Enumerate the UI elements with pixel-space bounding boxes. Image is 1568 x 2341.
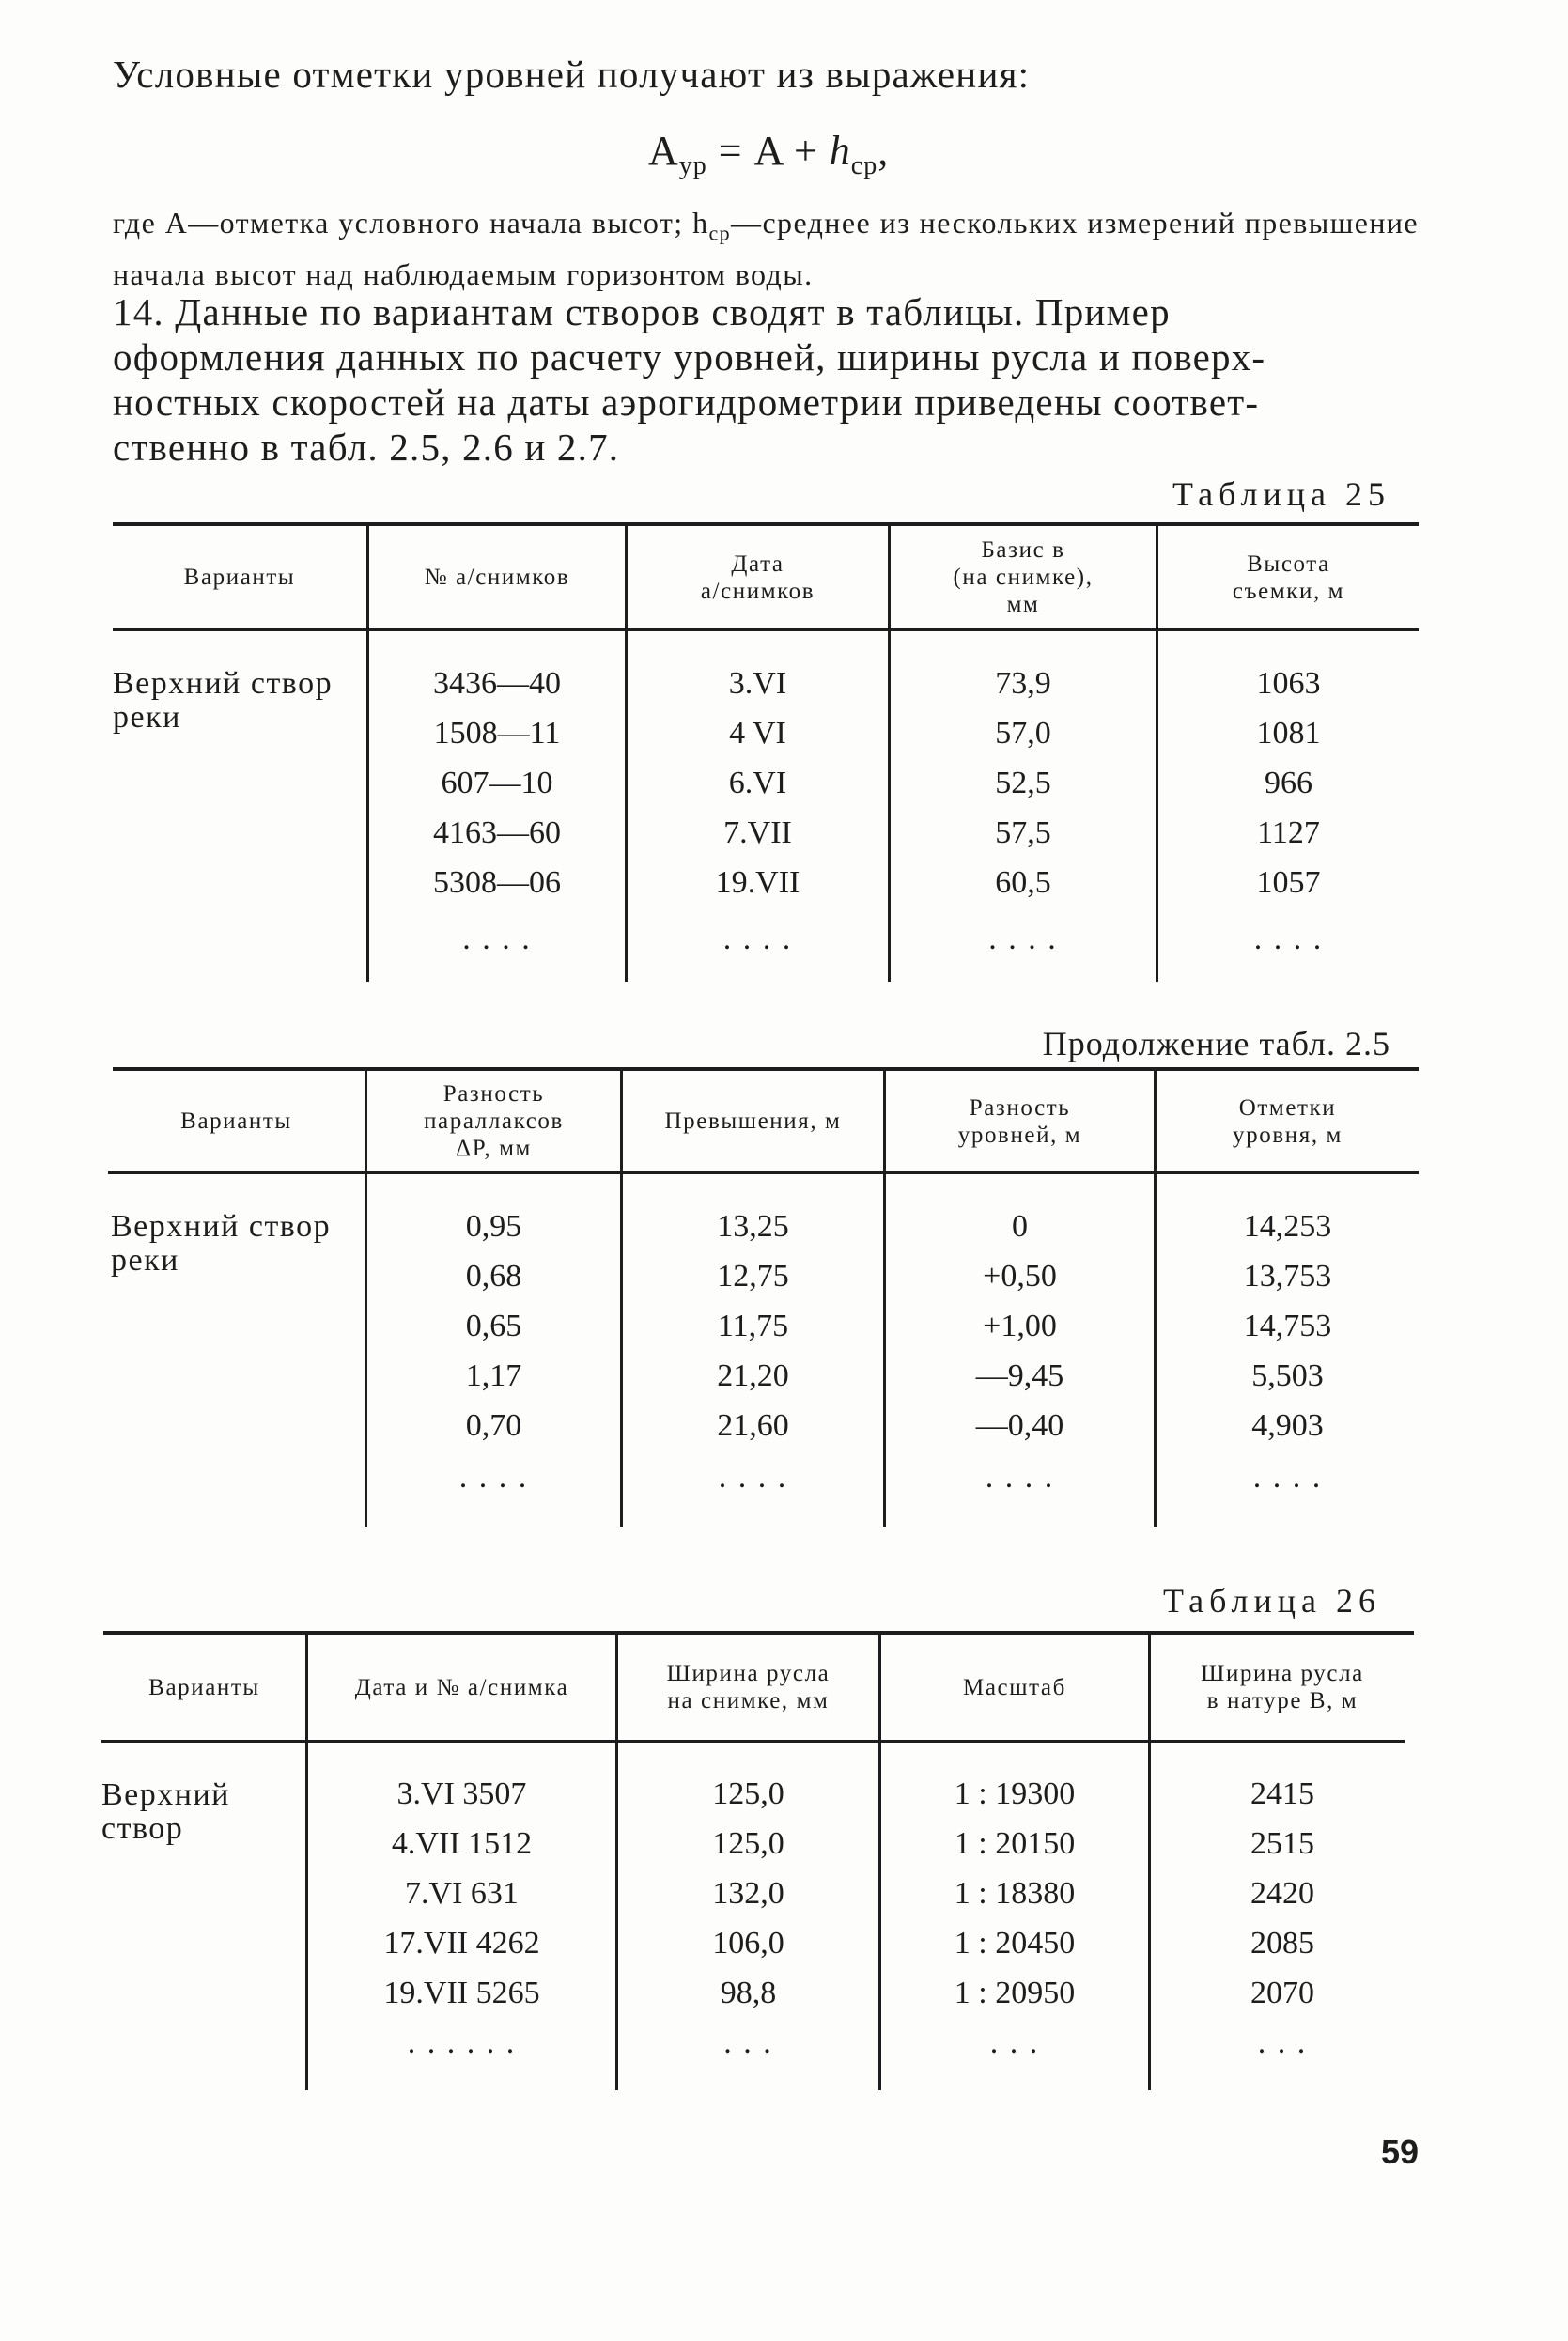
table2-cell: 5,503 <box>1251 1358 1324 1393</box>
table3-cell: 3.VI 3507 <box>396 1776 527 1811</box>
table1-row-label: Верхний створ реки <box>113 666 334 735</box>
table1-cell: 57,0 <box>995 716 1051 751</box>
table2-cell: 11,75 <box>717 1309 789 1343</box>
table2-cell: 0,70 <box>465 1408 522 1443</box>
table1-cell: 5308—06 <box>433 865 561 900</box>
table1-cell: 73,9 <box>995 666 1051 701</box>
table3-cell: . . . <box>723 2025 773 2060</box>
table3-header-date-photo: Дата и № а/снимка <box>354 1674 569 1700</box>
table1-cell: 7.VII <box>723 815 792 850</box>
table3-cell: 1 : 20950 <box>954 1976 1076 2010</box>
intro-text: Условные отметки уровней получают из выражения: <box>113 53 1031 96</box>
table2-cell: 0,65 <box>465 1309 522 1343</box>
formula-note: где A—отметка условного начала высот; $h_{ср}—среднее$ из нескольких измерений превышение начала высот над наблюдаемым горизонтом воды. <box>113 206 1419 292</box>
table1-cell: . . . . <box>722 922 793 956</box>
table1-cell: 3.VI <box>728 666 787 701</box>
table2-cell: 0,95 <box>465 1209 522 1244</box>
table3-cell: 125,0 <box>712 1776 784 1811</box>
table3-cell: 4.VII 1512 <box>391 1826 533 1861</box>
table3-caption: Таблица 26 <box>1163 1582 1381 1620</box>
table2-cell: +0,50 <box>983 1259 1057 1294</box>
paragraph-14 <box>113 289 1419 470</box>
table1-cell: 3436—40 <box>433 666 561 701</box>
table2-cell: 21,60 <box>717 1408 789 1443</box>
table1-cell: 4163—60 <box>433 815 561 850</box>
table2-cell: 14,753 <box>1243 1309 1332 1343</box>
table1-cell: 1127 <box>1257 815 1320 850</box>
table2-header-parallax: Разность параллаксов ΔP, мм <box>424 1081 564 1161</box>
paragraph-line: оформления данных по расчету уровней, ширины русла и поверх- <box>113 335 1266 379</box>
table2-cell: . . . . <box>985 1460 1055 1495</box>
table3-header-rule <box>101 1740 1405 1743</box>
table2-header-variants: Варианты <box>180 1108 292 1134</box>
table3-cell: 7.VI 631 <box>405 1876 519 1911</box>
table2-cell: 0,68 <box>465 1259 522 1294</box>
paragraph-line: ностных скоростей на даты аэрогидрометрии приведены соответ- <box>113 380 1260 424</box>
table1-cell: 6.VI <box>728 766 787 800</box>
table3-cell: 1 : 18380 <box>954 1876 1076 1911</box>
table3-cell: 2415 <box>1250 1776 1314 1811</box>
table2-header-level-marks: Отметки уровня, м <box>1233 1094 1343 1148</box>
table1-cell: 4 VI <box>729 716 786 751</box>
table1-cell: 52,5 <box>995 766 1051 800</box>
table3-cell: 98,8 <box>720 1976 777 2010</box>
table2-cell: . . . . <box>458 1460 529 1495</box>
table3-row-label: Верхний створ <box>101 1777 230 1846</box>
table1-cell: 1508—11 <box>433 716 561 751</box>
table1-header-photo-no: № а/снимков <box>424 565 570 590</box>
paragraph-line: 14. Данные по вариантам створов сводят в таблицы. Пример <box>113 290 1171 333</box>
table2-header-rule <box>108 1171 1419 1174</box>
table3-cell: 19.VII 5265 <box>383 1976 540 2010</box>
table3-cell: . . . . . . <box>407 2025 517 2060</box>
table2-caption: Продолжение табл. 2.5 <box>1042 1025 1390 1062</box>
table3-cell: 125,0 <box>712 1826 784 1861</box>
table3-cell: 106,0 <box>712 1926 784 1961</box>
formula: $A_{ур} = A + h_{ср}$, <box>648 128 890 180</box>
table2-header-elevation: Превышения, м <box>664 1108 842 1134</box>
table1-header-variants: Варианты <box>183 565 296 590</box>
table3-cell: 17.VII 4262 <box>383 1926 540 1961</box>
table2-cell: . . . . <box>718 1460 788 1495</box>
table3-cell: 1 : 19300 <box>954 1776 1076 1811</box>
table1-cell: . . . . <box>462 922 532 956</box>
table3-header-scale: Масштаб <box>963 1674 1066 1700</box>
table1-cell: 1057 <box>1256 865 1321 900</box>
table1-caption: Таблица 25 <box>1172 475 1390 513</box>
table2-cell: 13,753 <box>1243 1259 1332 1294</box>
table2-cell: —0,40 <box>975 1408 1064 1443</box>
table2-cell: 0 <box>1012 1209 1028 1244</box>
table3-cell: . . . <box>989 2025 1040 2060</box>
table1-header-height: Высота съемки, м <box>1232 550 1345 604</box>
table3-cell: . . . <box>1257 2025 1308 2060</box>
table3-cell: 2420 <box>1250 1876 1314 1911</box>
table1-cell: . . . . <box>1253 922 1324 956</box>
table3-cell: 1 : 20450 <box>954 1926 1076 1961</box>
table1-header-basis: Базис в (на снимке), мм <box>953 537 1094 617</box>
table2-row-label: Верхний створ реки <box>111 1209 332 1278</box>
table1-cell: 19.VII <box>715 865 800 900</box>
table2-cell: 4,903 <box>1251 1408 1324 1443</box>
table3-cell: 2070 <box>1250 1976 1314 2010</box>
table1-cell: . . . . <box>988 922 1058 956</box>
table1-header-rule <box>113 628 1419 631</box>
page-number: 59 <box>1381 2132 1420 2171</box>
table2-cell: 21,20 <box>717 1358 789 1393</box>
table2-cell: —9,45 <box>975 1358 1064 1393</box>
table2-cell: 12,75 <box>717 1259 789 1294</box>
table2-cell: 1,17 <box>465 1358 522 1393</box>
table3-header-width-photo: Ширина русла на снимке, мм <box>666 1661 831 1713</box>
table1-header-date: Дата а/снимков <box>700 550 815 604</box>
table3-header-variants: Варианты <box>148 1674 260 1700</box>
paragraph-line: ственно в табл. 2.5, 2.6 и 2.7. <box>113 426 620 469</box>
table1-cell: 607—10 <box>441 766 553 800</box>
table2-cell: +1,00 <box>983 1309 1057 1343</box>
table3-cell: 132,0 <box>712 1876 784 1911</box>
table2-cell: 14,253 <box>1243 1209 1332 1244</box>
table1-cell: 60,5 <box>995 865 1051 900</box>
table1-cell: 1063 <box>1256 666 1321 701</box>
table3-cell: 1 : 20150 <box>954 1826 1076 1861</box>
table1-cell: 966 <box>1265 766 1312 800</box>
table3-cell: 2515 <box>1250 1826 1314 1861</box>
table2-cell: 13,25 <box>717 1209 789 1244</box>
table1-cell: 57,5 <box>995 815 1051 850</box>
table2-cell: . . . . <box>1252 1460 1323 1495</box>
table2-header-level-diff: Разность уровней, м <box>957 1094 1082 1148</box>
table1-cell: 1081 <box>1256 716 1321 751</box>
table3-cell: 2085 <box>1250 1926 1314 1961</box>
table3-header-width-nature: Ширина русла в натуре B, м <box>1201 1661 1364 1713</box>
